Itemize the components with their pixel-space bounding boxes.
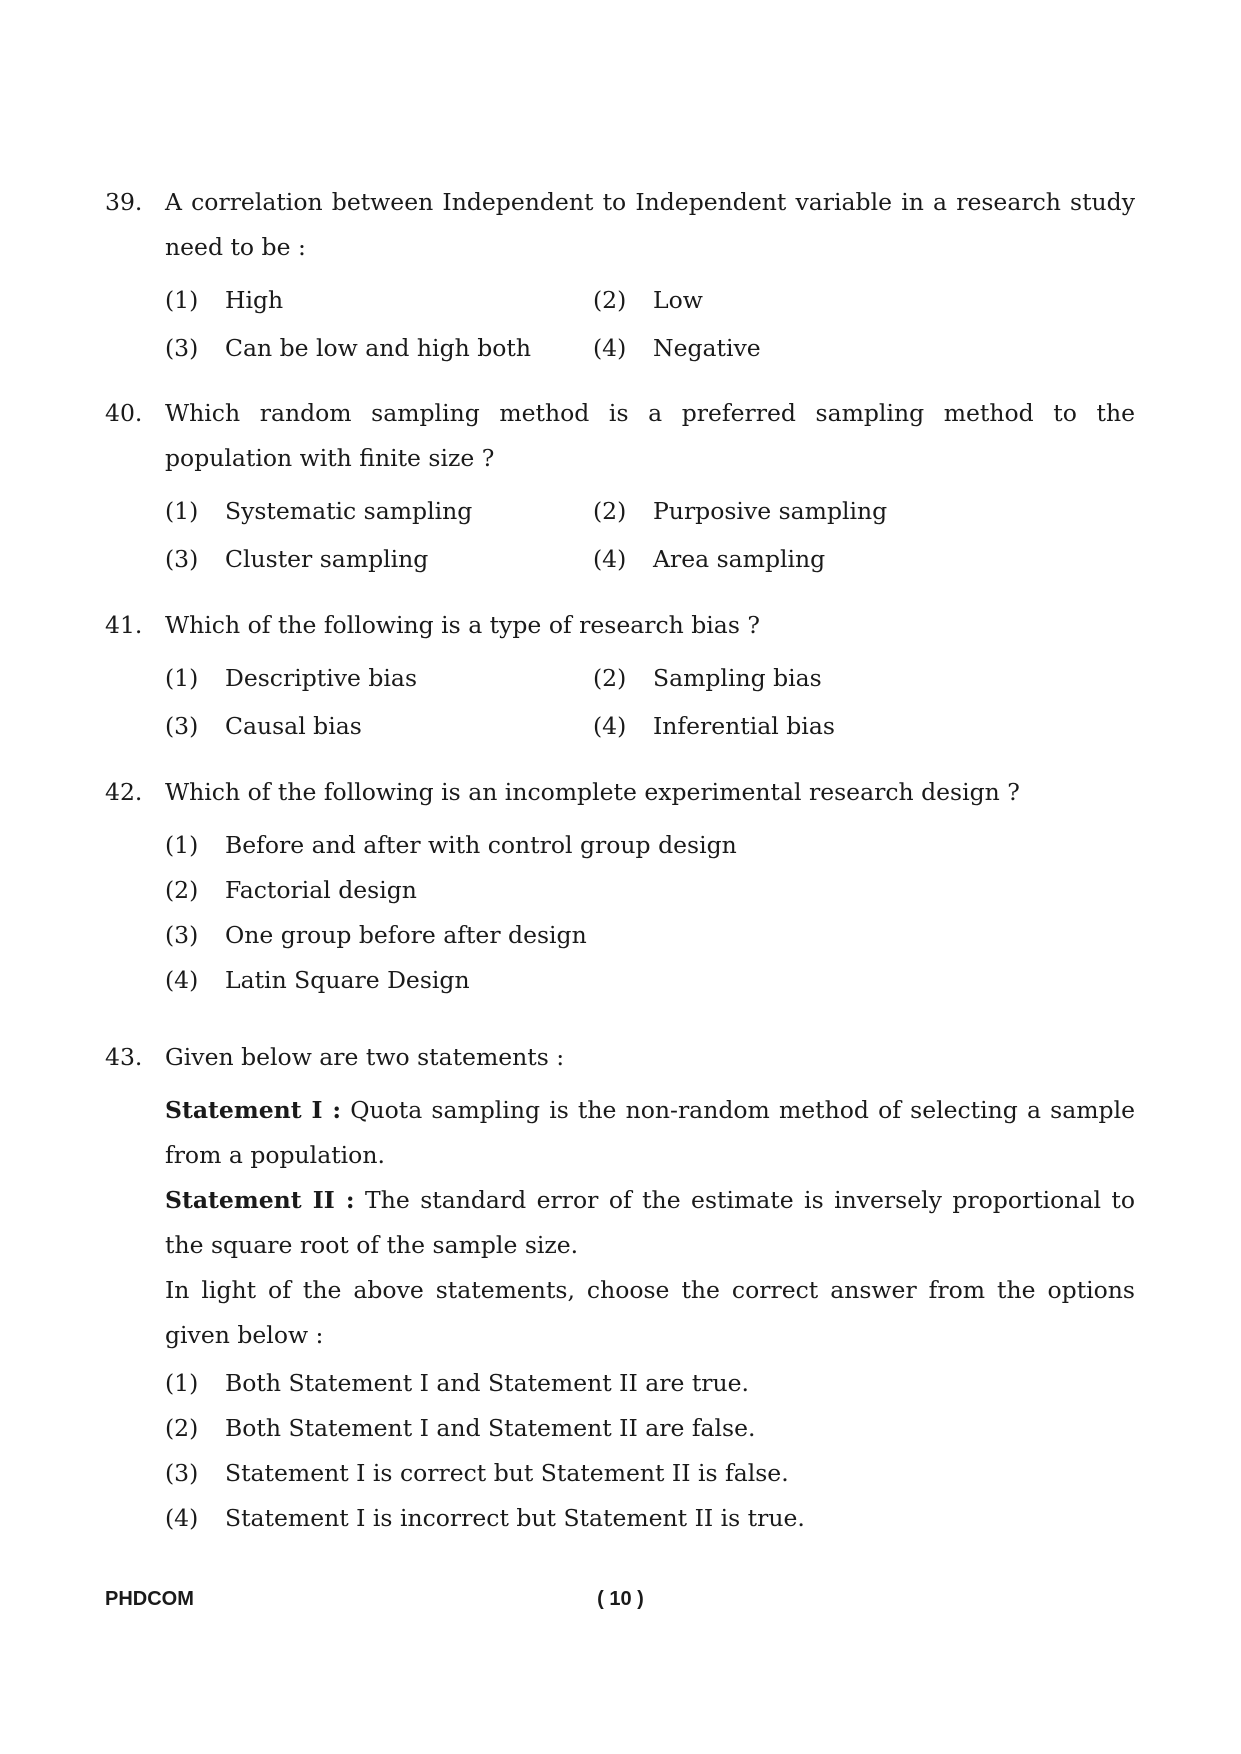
question-39	[105, 180, 1135, 371]
question-text: A correlation between Independent to Independent variable in a research study need to be :	[165, 188, 1135, 261]
option-2: (2) Sampling bias	[593, 664, 822, 692]
options	[165, 823, 1135, 1003]
question-text: Which of the following is a type of research bias ?	[165, 611, 760, 639]
statement-2	[165, 1178, 1135, 1268]
option-2: (2) Factorial design	[165, 876, 417, 904]
option-1: (1) Descriptive bias	[165, 664, 418, 692]
option-2: (2) Low	[593, 286, 703, 314]
statement-1-label: Statement I :	[165, 1096, 342, 1124]
question-43	[105, 1035, 1135, 1541]
page-number: ( 10 )	[597, 1588, 644, 1610]
instruction: In light of the above statements, choose the correct answer from the options given below :	[165, 1276, 1135, 1349]
option-4: (4) Statement I is incorrect but Statement II is true.	[165, 1504, 805, 1532]
option-4: (4) Negative	[593, 334, 761, 362]
option-1: (1) Systematic sampling	[165, 497, 473, 525]
question-text: Which random sampling method is a preferred sampling method to the population with finite size ?	[165, 399, 1135, 472]
option-1: (1) Both Statement I and Statement II are true.	[165, 1369, 750, 1397]
options	[165, 278, 1135, 371]
options	[165, 1361, 1135, 1541]
question-number: 42.	[105, 778, 143, 806]
option-3: (3) Cluster sampling	[165, 545, 429, 573]
option-3: (3) Causal bias	[165, 712, 362, 740]
option-2: (2) Both Statement I and Statement II are false.	[165, 1414, 756, 1442]
option-1: (1) Before and after with control group design	[165, 831, 737, 859]
question-number: 39.	[105, 188, 143, 216]
option-4: (4) Latin Square Design	[165, 966, 470, 994]
options	[165, 656, 1135, 749]
question-42	[105, 770, 1135, 1003]
question-number: 43.	[105, 1043, 143, 1071]
paper-code: PHDCOM	[105, 1588, 194, 1610]
options	[165, 489, 1135, 582]
statement-1	[165, 1088, 1135, 1178]
option-2: (2) Purposive sampling	[593, 497, 888, 525]
option-3: (3) Can be low and high both	[165, 334, 531, 362]
statement-2-text: The standard error of the estimate is inversely proportional to the square root of the sample size.	[165, 1186, 1136, 1259]
question-text: Given below are two statements :	[165, 1043, 565, 1071]
option-3: (3) One group before after design	[165, 921, 587, 949]
option-4: (4) Inferential bias	[593, 712, 835, 740]
statement-1-text: Quota sampling is the non-random method of selecting a sample from a population.	[165, 1096, 1135, 1169]
question-text: Which of the following is an incomplete experimental research design ?	[165, 778, 1020, 806]
option-4: (4) Area sampling	[593, 545, 826, 573]
question-number: 40.	[105, 399, 143, 427]
question-41	[105, 603, 1135, 749]
question-number: 41.	[105, 611, 143, 639]
option-1: (1) High	[165, 286, 284, 314]
option-3: (3) Statement I is correct but Statement II is false.	[165, 1459, 789, 1487]
page-footer	[0, 1588, 1241, 1618]
question-40	[105, 391, 1135, 582]
statement-2-label: Statement II :	[165, 1186, 355, 1214]
